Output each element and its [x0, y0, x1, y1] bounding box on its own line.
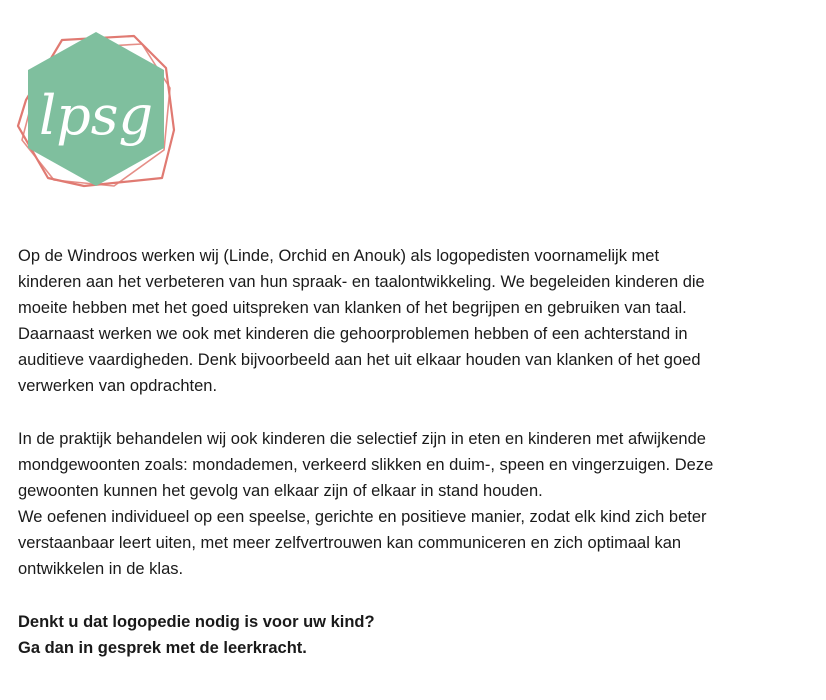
- text-line: verstaanbaar leert uiten, met meer zelfvertrouwen kan communiceren en zich optimaal kan: [18, 534, 682, 552]
- paragraph-spacer: [18, 582, 808, 609]
- text-line: We oefenen individueel op een speelse, gerichte en positieve manier, zodat elk kind zich beter: [18, 508, 707, 526]
- logo-wordmark: lpsg: [38, 84, 154, 147]
- paragraph-spacer: [18, 399, 808, 426]
- text-line: verwerken van opdrachten.: [18, 377, 218, 395]
- text-line: Daarnaast werken we ook met kinderen die gehoorproblemen hebben of een achterstand in: [18, 325, 688, 343]
- paragraph-intro: [18, 243, 808, 399]
- text-line: moeite hebben met het goed uitspreken van klanken of het begrijpen en gebruiken van taal.: [18, 299, 687, 317]
- paragraph-practice: [18, 426, 808, 582]
- cta-instruction: Ga dan in gesprek met de leerkracht.: [18, 639, 307, 657]
- text-line: auditieve vaardigheden. Denk bijvoorbeeld aan het uit elkaar houden van klanken of het goed: [18, 351, 701, 369]
- text-line: kinderen aan het verbeteren van hun spraak- en taalontwikkeling. We begeleiden kinderen die: [18, 273, 705, 291]
- text-line: ontwikkelen in de klas.: [18, 560, 184, 578]
- text-line: mondgewoonten zoals: mondademen, verkeerd slikken en duim-, speen en vingerzuigen. Deze: [18, 456, 714, 474]
- text-line: In de praktijk behandelen wij ook kinderen die selectief zijn in eten en kinderen met afwijkende: [18, 430, 706, 448]
- main-content: [18, 243, 808, 661]
- text-line: Op de Windroos werken wij (Linde, Orchid en Anouk) als logopedisten voornamelijk met: [18, 247, 660, 265]
- cta-question: Denkt u dat logopedie nodig is voor uw kind?: [18, 613, 375, 631]
- call-to-action: [18, 609, 808, 661]
- text-line: gewoonten kunnen het gevolg van elkaar zijn of elkaar in stand houden.: [18, 482, 543, 500]
- lpsg-logo: [14, 30, 178, 190]
